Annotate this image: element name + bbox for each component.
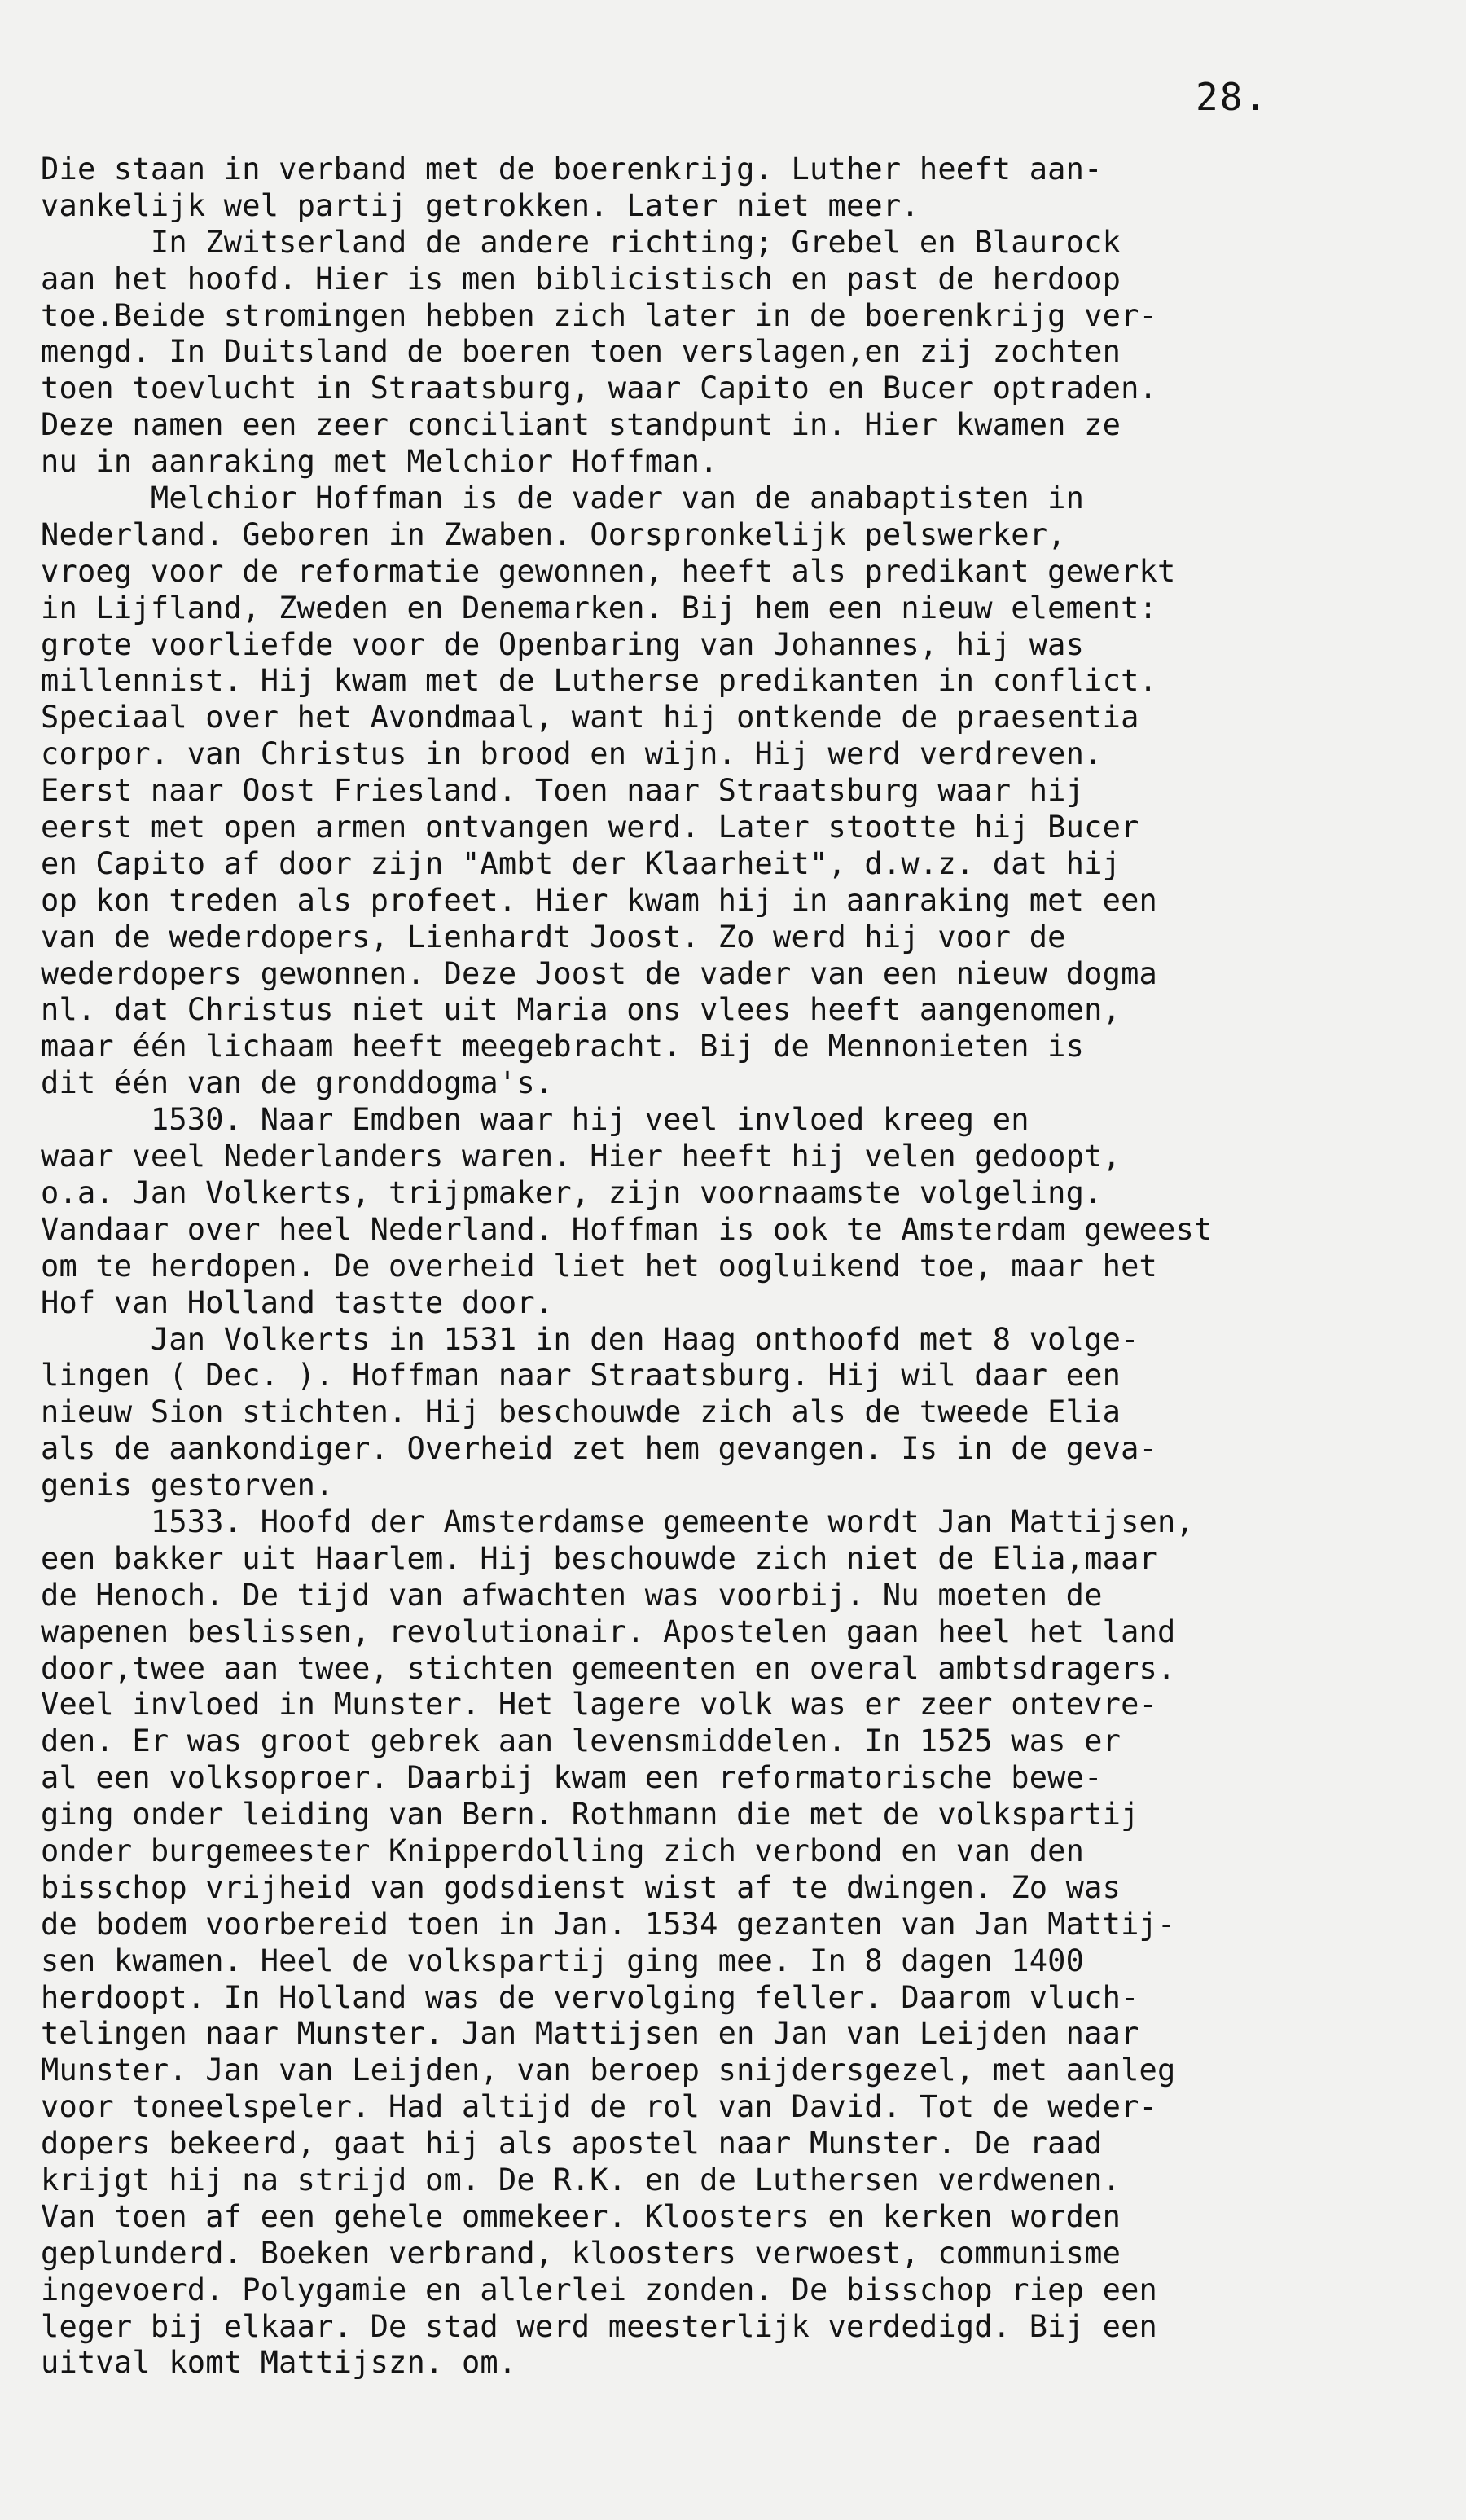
text-line: nu in aanraking met Melchior Hoffman.: [41, 444, 718, 480]
text-line: krijgt hij na strijd om. De R.K. en de Luthersen verdwenen.: [41, 2162, 1121, 2197]
text-line: Deze namen een zeer conciliant standpunt in. Hier kwamen ze: [41, 407, 1121, 443]
text-line: In Zwitserland de andere richting; Grebel en Blaurock: [41, 224, 1121, 260]
text-line: door,twee aan twee, stichten gemeenten en overal ambtsdragers.: [41, 1650, 1176, 1686]
text-line: millennist. Hij kwam met de Lutherse predikanten in conflict.: [41, 663, 1158, 699]
text-line: een bakker uit Haarlem. Hij beschouwde zich niet de Elia,maar: [41, 1540, 1158, 1576]
text-line: in Lijfland, Zweden en Denemarken. Bij hem een nieuw element:: [41, 590, 1158, 626]
text-line: nieuw Sion stichten. Hij beschouwde zich als de tweede Elia: [41, 1394, 1121, 1430]
text-line: 1533. Hoofd der Amsterdamse gemeente wordt Jan Mattijsen,: [41, 1504, 1194, 1539]
text-line: Nederland. Geboren in Zwaben. Oorspronkelijk pelswerker,: [41, 516, 1066, 552]
text-line: mengd. In Duitsland de boeren toen verslagen,en zij zochten: [41, 334, 1121, 370]
text-line: herdoopt. In Holland was de vervolging feller. Daarom vluch-: [41, 1979, 1139, 2015]
text-line: geplunderd. Boeken verbrand, kloosters verwoest, communisme: [41, 2235, 1121, 2271]
text-line: op kon treden als profeet. Hier kwam hij in aanraking met een: [41, 882, 1158, 918]
text-line: dit één van de gronddogma's.: [41, 1065, 554, 1101]
text-line: Speciaal over het Avondmaal, want hij ontkende de praesentia: [41, 700, 1139, 735]
text-line: Die staan in verband met de boerenkrijg. Luther heeft aan-: [41, 151, 1103, 187]
text-line: Vandaar over heel Nederland. Hoffman is ook te Amsterdam geweest: [41, 1211, 1213, 1247]
text-line: vroeg voor de reformatie gewonnen, heeft als predikant gewerkt: [41, 553, 1176, 589]
text-line: maar één lichaam heeft meegebracht. Bij de Mennonieten is: [41, 1029, 1085, 1065]
text-line: onder burgemeester Knipperdolling zich verbond en van den: [41, 1833, 1085, 1868]
text-line: sen kwamen. Heel de volkspartij ging mee. In 8 dagen 1400: [41, 1943, 1085, 1978]
text-line: Jan Volkerts in 1531 in den Haag onthoofd met 8 volge-: [41, 1321, 1139, 1357]
text-line: nl. dat Christus niet uit Maria ons vlees heeft aangenomen,: [41, 992, 1121, 1028]
text-line: aan het hoofd. Hier is men biblicistisch en past de herdoop: [41, 261, 1121, 296]
text-line: ging onder leiding van Bern. Rothmann die met de volkspartij: [41, 1797, 1139, 1833]
text-line: Munster. Jan van Leijden, van beroep snijdersgezel, met aanleg: [41, 2052, 1176, 2088]
text-line: bisschop vrijheid van godsdienst wist af te dwingen. Zo was: [41, 1869, 1121, 1905]
text-line: grote voorliefde voor de Openbaring van Johannes, hij was: [41, 626, 1085, 662]
text-line: corpor. van Christus in brood en wijn. Hij werd verdreven.: [41, 736, 1103, 772]
text-line: als de aankondiger. Overheid zet hem gevangen. Is in de geva-: [41, 1431, 1158, 1467]
text-line: Hof van Holland tastte door.: [41, 1284, 554, 1320]
text-line: toe.Beide stromingen hebben zich later in de boerenkrijg ver-: [41, 297, 1158, 333]
text-line: en Capito af door zijn "Ambt der Klaarheit", d.w.z. dat hij: [41, 845, 1121, 881]
text-line: dopers bekeerd, gaat hij als apostel naar Munster. De raad: [41, 2126, 1103, 2162]
text-line: al een volksoproer. Daarbij kwam een reformatorische bewe-: [41, 1760, 1103, 1796]
text-line: Veel invloed in Munster. Het lagere volk was er zeer ontevre-: [41, 1687, 1158, 1723]
page-number: 28.: [1196, 75, 1269, 119]
text-line: uitval komt Mattijszn. om.: [41, 2345, 517, 2381]
text-line: de bodem voorbereid toen in Jan. 1534 gezanten van Jan Mattij-: [41, 1906, 1176, 1942]
text-line: eerst met open armen ontvangen werd. Later stootte hij Bucer: [41, 810, 1139, 845]
text-line: Melchior Hoffman is de vader van de anabaptisten in: [41, 481, 1085, 516]
text-line: den. Er was groot gebrek aan levensmiddelen. In 1525 was er: [41, 1723, 1121, 1759]
text-line: toen toevlucht in Straatsburg, waar Capito en Bucer optraden.: [41, 371, 1158, 406]
text-line: om te herdopen. De overheid liet het oogluikend toe, maar het: [41, 1248, 1158, 1284]
text-line: leger bij elkaar. De stad werd meesterlijk verdedigd. Bij een: [41, 2308, 1158, 2344]
text-line: wederdopers gewonnen. Deze Joost de vader van een nieuw dogma: [41, 955, 1158, 991]
body-text: [41, 151, 1425, 2382]
text-line: voor toneelspeler. Had altijd de rol van David. Tot de weder-: [41, 2089, 1158, 2125]
text-line: telingen naar Munster. Jan Mattijsen en Jan van Leijden naar: [41, 2016, 1139, 2052]
text-line: o.a. Jan Volkerts, trijpmaker, zijn voornaamste volgeling.: [41, 1174, 1103, 1210]
text-line: 1530. Naar Emdben waar hij veel invloed kreeg en: [41, 1102, 1029, 1138]
text-line: wapenen beslissen, revolutionair. Apostelen gaan heel het land: [41, 1613, 1176, 1649]
text-line: ingevoerd. Polygamie en allerlei zonden. De bisschop riep een: [41, 2272, 1158, 2307]
text-line: Eerst naar Oost Friesland. Toen naar Straatsburg waar hij: [41, 773, 1085, 809]
text-line: van de wederdopers, Lienhardt Joost. Zo werd hij voor de: [41, 919, 1066, 955]
text-line: vankelijk wel partij getrokken. Later niet meer.: [41, 187, 920, 223]
text-line: genis gestorven.: [41, 1468, 334, 1504]
text-line: lingen ( Dec. ). Hoffman naar Straatsburg. Hij wil daar een: [41, 1358, 1121, 1394]
text-line: de Henoch. De tijd van afwachten was voorbij. Nu moeten de: [41, 1577, 1103, 1613]
text-line: Van toen af een gehele ommekeer. Kloosters en kerken worden: [41, 2198, 1121, 2234]
text-line: waar veel Nederlanders waren. Hier heeft hij velen gedoopt,: [41, 1139, 1121, 1174]
